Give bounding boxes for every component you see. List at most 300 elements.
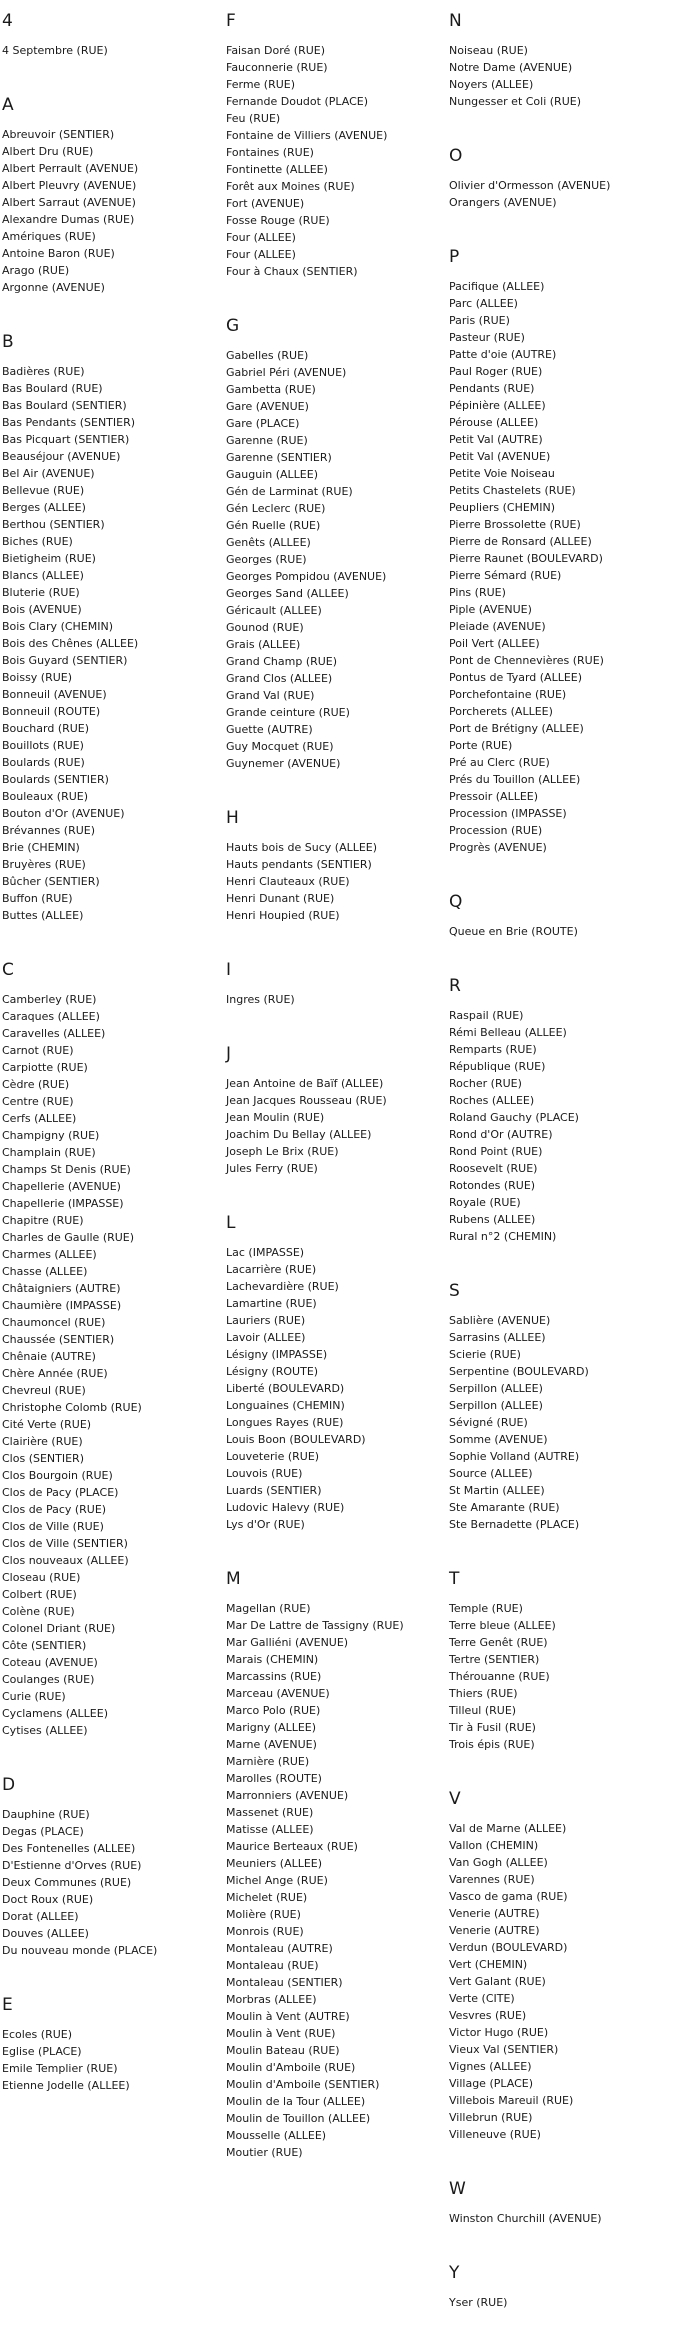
section-letter-heading: M <box>226 1569 241 1589</box>
street-entry: Clos Bourgoin (RUE) <box>2 1469 113 1482</box>
street-entry: Georges Sand (ALLEE) <box>226 587 349 600</box>
street-entry: Amériques (RUE) <box>2 230 96 243</box>
street-entry: Noyers (ALLEE) <box>449 78 534 91</box>
street-entry: Jean Moulin (RUE) <box>226 1111 325 1124</box>
street-entry: Tertre (SENTIER) <box>449 1653 540 1666</box>
street-entry: Clos de Pacy (PLACE) <box>2 1486 119 1499</box>
street-entry: Chaumière (IMPASSE) <box>2 1299 122 1312</box>
street-entry: Piple (AVENUE) <box>449 603 532 616</box>
street-entry: Poil Vert (ALLEE) <box>449 637 540 650</box>
letter-section <box>226 959 451 1008</box>
street-entry: Porte (RUE) <box>449 739 513 752</box>
street-entry: Bois Clary (CHEMIN) <box>2 620 114 633</box>
street-entry: Van Gogh (ALLEE) <box>449 1856 548 1869</box>
section-letter-heading: F <box>226 11 236 31</box>
street-entry: Moulin de Touillon (ALLEE) <box>226 2112 371 2125</box>
section-letter-heading: G <box>226 316 240 336</box>
street-entry: Tilleul (RUE) <box>449 1704 517 1717</box>
section-letter-heading: W <box>449 2179 466 2199</box>
street-entry: Louvois (RUE) <box>226 1467 303 1480</box>
street-entry: Pendants (RUE) <box>449 382 535 395</box>
street-entry: Marigny (ALLEE) <box>226 1721 317 1734</box>
street-entry: Dorat (ALLEE) <box>2 1910 79 1923</box>
street-entry: Boulards (SENTIER) <box>2 773 109 786</box>
street-entry: Cèdre (RUE) <box>2 1078 70 1091</box>
street-entry: Cytises (ALLEE) <box>2 1724 88 1737</box>
street-entry: Marnière (RUE) <box>226 1755 310 1768</box>
street-entry: Des Fontenelles (ALLEE) <box>2 1842 136 1855</box>
street-entry: Hauts bois de Sucy (ALLEE) <box>226 841 378 854</box>
street-entry: Vert Galant (RUE) <box>449 1975 546 1988</box>
street-entry: Côte (SENTIER) <box>2 1639 87 1652</box>
street-entry: Thiers (RUE) <box>449 1687 518 1700</box>
street-entry: Liberté (BOULEVARD) <box>226 1382 345 1395</box>
street-entry: Petits Chastelets (RUE) <box>449 484 576 497</box>
street-entry: Temple (RUE) <box>449 1602 523 1615</box>
street-entry: Four à Chaux (SENTIER) <box>226 265 358 278</box>
street-entry: Roches (ALLEE) <box>449 1094 535 1107</box>
street-entry: Gén Ruelle (RUE) <box>226 519 321 532</box>
street-entry: Queue en Brie (ROUTE) <box>449 925 578 938</box>
street-entry: Vieux Val (SENTIER) <box>449 2043 559 2056</box>
street-entry: Victor Hugo (RUE) <box>449 2026 549 2039</box>
street-entry: Royale (RUE) <box>449 1196 521 1209</box>
street-entry: Gounod (RUE) <box>226 621 304 634</box>
street-entry: Hauts pendants (SENTIER) <box>226 858 372 871</box>
street-entry: Fauconnerie (RUE) <box>226 61 328 74</box>
street-entry: Rond d'Or (AUTRE) <box>449 1128 553 1141</box>
letter-section <box>2 959 227 1739</box>
section-letter-heading: S <box>449 1281 460 1301</box>
street-entry: Bas Picquart (SENTIER) <box>2 433 130 446</box>
section-letter-heading: Y <box>449 2263 460 2283</box>
street-entry: Etienne Jodelle (ALLEE) <box>2 2079 130 2092</box>
street-entry: Verdun (BOULEVARD) <box>449 1941 568 1954</box>
street-entry: Pleiade (AVENUE) <box>449 620 546 633</box>
street-entry: Cité Verte (RUE) <box>2 1418 92 1431</box>
street-entry: Clos de Ville (RUE) <box>2 1520 104 1533</box>
street-entry: Parc (ALLEE) <box>449 297 518 310</box>
street-entry: Peupliers (CHEMIN) <box>449 501 556 514</box>
street-entry: Boulards (RUE) <box>2 756 85 769</box>
street-entry: Four (ALLEE) <box>226 248 296 261</box>
street-entry: Dauphine (RUE) <box>2 1808 90 1821</box>
street-entry: Henri Clauteaux (RUE) <box>226 875 350 888</box>
street-entry: Paris (RUE) <box>449 314 510 327</box>
street-entry: Chère Année (RUE) <box>2 1367 108 1380</box>
street-entry: Ste Bernadette (PLACE) <box>449 1518 580 1531</box>
street-entry: Mar Galliéni (AVENUE) <box>226 1636 349 1649</box>
street-entry: Henri Dunant (RUE) <box>226 892 335 905</box>
section-letter-heading: J <box>226 1044 232 1064</box>
street-entry: Clos de Pacy (RUE) <box>2 1503 107 1516</box>
street-entry: Clos de Ville (SENTIER) <box>2 1537 128 1550</box>
street-entry: République (RUE) <box>449 1060 546 1073</box>
section-letter-heading: T <box>449 1569 460 1589</box>
street-entry: Grande ceinture (RUE) <box>226 706 350 719</box>
letter-section <box>2 10 227 59</box>
street-entry: Guynemer (AVENUE) <box>226 757 341 770</box>
street-entry: Eglise (PLACE) <box>2 2045 82 2058</box>
street-entry: Bas Boulard (RUE) <box>2 382 103 395</box>
street-entry: Trois épis (RUE) <box>449 1738 535 1751</box>
street-entry: Brie (CHEMIN) <box>2 841 80 854</box>
letter-section <box>449 145 673 211</box>
street-entry: Michel Ange (RUE) <box>226 1874 328 1887</box>
street-entry: Sophie Volland (AUTRE) <box>449 1450 580 1463</box>
section-letter-heading: R <box>449 976 461 996</box>
street-entry: Degas (PLACE) <box>2 1825 84 1838</box>
street-entry: Grand Clos (ALLEE) <box>226 672 333 685</box>
street-entry: Rubens (ALLEE) <box>449 1213 536 1226</box>
street-entry: Gare (AVENUE) <box>226 400 309 413</box>
street-entry: Vignes (ALLEE) <box>449 2060 532 2073</box>
street-entry: Mousselle (ALLEE) <box>226 2129 327 2142</box>
street-entry: Villebois Mareuil (RUE) <box>449 2094 574 2107</box>
street-entry: Ludovic Halevy (RUE) <box>226 1501 345 1514</box>
street-entry: Christophe Colomb (RUE) <box>2 1401 142 1414</box>
street-entry: Garenne (RUE) <box>226 434 308 447</box>
section-letter-heading: N <box>449 11 462 31</box>
street-entry: Pontus de Tyard (ALLEE) <box>449 671 583 684</box>
street-entry: Jules Ferry (RUE) <box>226 1162 318 1175</box>
street-entry: Centre (RUE) <box>2 1095 74 1108</box>
street-entry: Procession (IMPASSE) <box>449 807 567 820</box>
street-entry: Albert Dru (RUE) <box>2 145 94 158</box>
street-entry: Serpillon (ALLEE) <box>449 1399 543 1412</box>
street-entry: Joachim Du Bellay (ALLEE) <box>226 1128 372 1141</box>
street-entry: Venerie (AUTRE) <box>449 1907 540 1920</box>
street-entry: Grand Val (RUE) <box>226 689 315 702</box>
letter-section <box>449 246 673 856</box>
street-entry: Lavoir (ALLEE) <box>226 1331 306 1344</box>
street-entry: Bas Pendants (SENTIER) <box>2 416 136 429</box>
street-entry: Blancs (ALLEE) <box>2 569 84 582</box>
letter-section <box>449 975 673 1245</box>
street-entry: Gabriel Péri (AVENUE) <box>226 366 347 379</box>
street-entry: Grais (ALLEE) <box>226 638 301 651</box>
street-entry: Marais (CHEMIN) <box>226 1653 319 1666</box>
street-entry: Feu (RUE) <box>226 112 281 125</box>
street-entry: Lauriers (RUE) <box>226 1314 306 1327</box>
street-entry: Bûcher (SENTIER) <box>2 875 100 888</box>
street-entry: Du nouveau monde (PLACE) <box>2 1944 158 1957</box>
street-entry: Bruyères (RUE) <box>2 858 86 871</box>
street-entry: Chevreul (RUE) <box>2 1384 86 1397</box>
street-entry: Moulin à Vent (RUE) <box>226 2027 336 2040</box>
street-entry: Pierre Raunet (BOULEVARD) <box>449 552 603 565</box>
street-entry: Gabelles (RUE) <box>226 349 309 362</box>
letter-section <box>449 1568 673 1753</box>
street-entry: Boissy (RUE) <box>2 671 73 684</box>
street-entry: Port de Brétigny (ALLEE) <box>449 722 584 735</box>
street-entry: Pérouse (ALLEE) <box>449 416 539 429</box>
street-entry: Colbert (RUE) <box>2 1588 77 1601</box>
street-entry: Ecoles (RUE) <box>2 2028 73 2041</box>
street-entry: Clos nouveaux (ALLEE) <box>2 1554 129 1567</box>
street-entry: Coulanges (RUE) <box>2 1673 95 1686</box>
letter-section <box>449 2262 673 2311</box>
street-entry: Bois (AVENUE) <box>2 603 82 616</box>
street-entry: Rotondes (RUE) <box>449 1179 536 1192</box>
street-entry: Clos (SENTIER) <box>2 1452 84 1465</box>
section-letter-heading: B <box>2 332 14 352</box>
letter-section <box>226 1043 451 1177</box>
street-entry: Noiseau (RUE) <box>449 44 528 57</box>
street-index-column <box>226 10 451 2196</box>
street-entry: Longues Rayes (RUE) <box>226 1416 344 1429</box>
street-entry: Sévigné (RUE) <box>449 1416 528 1429</box>
street-entry: Beauséjour (AVENUE) <box>2 450 121 463</box>
street-entry: Paul Roger (RUE) <box>449 365 543 378</box>
street-entry: Village (PLACE) <box>449 2077 533 2090</box>
street-entry: Fontaine de Villiers (AVENUE) <box>226 129 388 142</box>
street-entry: Fernande Doudot (PLACE) <box>226 95 369 108</box>
street-entry: Charmes (ALLEE) <box>2 1248 97 1261</box>
street-entry: Curie (RUE) <box>2 1690 66 1703</box>
street-entry: Serpentine (BOULEVARD) <box>449 1365 589 1378</box>
street-entry: Pont de Chennevières (RUE) <box>449 654 604 667</box>
section-letter-heading: A <box>2 95 14 115</box>
street-entry: Bouillots (RUE) <box>2 739 84 752</box>
street-entry: Doct Roux (RUE) <box>2 1893 94 1906</box>
street-entry: Champigny (RUE) <box>2 1129 100 1142</box>
street-entry: Clairière (RUE) <box>2 1435 83 1448</box>
street-entry: Lésigny (IMPASSE) <box>226 1348 328 1361</box>
street-entry: Chaumoncel (RUE) <box>2 1316 106 1329</box>
street-entry: Chasse (ALLEE) <box>2 1265 88 1278</box>
street-entry: Georges Pompidou (AVENUE) <box>226 570 387 583</box>
street-entry: Bouleaux (RUE) <box>2 790 89 803</box>
street-entry: Bluterie (RUE) <box>2 586 80 599</box>
street-entry: Porchefontaine (RUE) <box>449 688 567 701</box>
street-entry: Pins (RUE) <box>449 586 506 599</box>
street-entry: Champlain (RUE) <box>2 1146 96 1159</box>
street-entry: Carpiotte (RUE) <box>2 1061 88 1074</box>
street-entry: Berthou (SENTIER) <box>2 518 105 531</box>
street-entry: Yser (RUE) <box>449 2296 508 2309</box>
street-entry: Morbras (ALLEE) <box>226 1993 317 2006</box>
street-entry: Bonneuil (ROUTE) <box>2 705 101 718</box>
street-entry: Grand Champ (RUE) <box>226 655 338 668</box>
street-entry: Alexandre Dumas (RUE) <box>2 213 135 226</box>
street-entry: Venerie (AUTRE) <box>449 1924 540 1937</box>
street-entry: 4 Septembre (RUE) <box>2 44 108 57</box>
street-entry: Jean Jacques Rousseau (RUE) <box>226 1094 387 1107</box>
street-entry: Gén Leclerc (RUE) <box>226 502 326 515</box>
street-entry: Varennes (RUE) <box>449 1873 535 1886</box>
street-entry: Lachevardière (RUE) <box>226 1280 339 1293</box>
street-entry: Luards (SENTIER) <box>226 1484 322 1497</box>
street-entry: Moulin d'Amboile (RUE) <box>226 2061 356 2074</box>
street-entry: Carnot (RUE) <box>2 1044 74 1057</box>
street-entry: Ferme (RUE) <box>226 78 296 91</box>
section-letter-heading: H <box>226 808 239 828</box>
street-entry: Remparts (RUE) <box>449 1043 537 1056</box>
street-entry: Villebrun (RUE) <box>449 2111 533 2124</box>
street-entry: Longuaines (CHEMIN) <box>226 1399 345 1412</box>
street-entry: Petite Voie Noiseau <box>449 467 555 480</box>
street-entry: Roland Gauchy (PLACE) <box>449 1111 579 1124</box>
letter-section <box>226 10 451 280</box>
street-entry: Champs St Denis (RUE) <box>2 1163 131 1176</box>
street-entry: Argonne (AVENUE) <box>2 281 105 294</box>
street-entry: Val de Marne (ALLEE) <box>449 1822 567 1835</box>
street-entry: Terre Genêt (RUE) <box>449 1636 548 1649</box>
street-entry: Pépinière (ALLEE) <box>449 399 546 412</box>
street-entry: Nungesser et Coli (RUE) <box>449 95 581 108</box>
street-entry: Albert Pleuvry (AVENUE) <box>2 179 137 192</box>
letter-section <box>449 1788 673 2143</box>
street-entry: Montaleau (RUE) <box>226 1959 319 1972</box>
street-entry: Emile Templier (RUE) <box>2 2062 118 2075</box>
street-entry: Monrois (RUE) <box>226 1925 304 1938</box>
street-entry: Marolles (ROUTE) <box>226 1772 322 1785</box>
street-entry: D'Estienne d'Orves (RUE) <box>2 1859 142 1872</box>
street-entry: Pré au Clerc (RUE) <box>449 756 550 769</box>
street-entry: Marceau (AVENUE) <box>226 1687 330 1700</box>
street-entry: Forêt aux Moines (RUE) <box>226 180 355 193</box>
street-entry: Bois Guyard (SENTIER) <box>2 654 128 667</box>
street-entry: Lac (IMPASSE) <box>226 1246 305 1259</box>
street-entry: St Martin (ALLEE) <box>449 1484 545 1497</box>
street-entry: Petit Val (AVENUE) <box>449 450 551 463</box>
street-entry: Vallon (CHEMIN) <box>449 1839 539 1852</box>
street-entry: Michelet (RUE) <box>226 1891 308 1904</box>
street-entry: Pierre Sémard (RUE) <box>449 569 562 582</box>
street-entry: Sarrasins (ALLEE) <box>449 1331 546 1344</box>
street-entry: Sablière (AVENUE) <box>449 1314 551 1327</box>
street-entry: Pierre de Ronsard (ALLEE) <box>449 535 592 548</box>
street-entry: Moulin d'Amboile (SENTIER) <box>226 2078 380 2091</box>
street-entry: Moulin à Vent (AUTRE) <box>226 2010 350 2023</box>
street-entry: Garenne (SENTIER) <box>226 451 332 464</box>
street-entry: Maurice Berteaux (RUE) <box>226 1840 358 1853</box>
street-entry: Buttes (ALLEE) <box>2 909 84 922</box>
street-entry: Cyclamens (ALLEE) <box>2 1707 108 1720</box>
street-entry: Brévannes (RUE) <box>2 824 96 837</box>
section-letter-heading: V <box>449 1789 461 1809</box>
street-entry: Pasteur (RUE) <box>449 331 525 344</box>
street-entry: Pressoir (ALLEE) <box>449 790 539 803</box>
letter-section <box>226 807 451 924</box>
street-entry: Louveterie (RUE) <box>226 1450 320 1463</box>
street-entry: Roosevelt (RUE) <box>449 1162 538 1175</box>
letter-section <box>2 1774 227 1959</box>
street-entry: Biches (RUE) <box>2 535 73 548</box>
street-entry: Marne (AVENUE) <box>226 1738 317 1751</box>
street-entry: Rural n°2 (CHEMIN) <box>449 1230 557 1243</box>
street-entry: Fontaines (RUE) <box>226 146 314 159</box>
street-entry: Raspail (RUE) <box>449 1009 524 1022</box>
street-entry: Progrès (AVENUE) <box>449 841 547 854</box>
street-entry: Meuniers (ALLEE) <box>226 1857 323 1870</box>
street-entry: Olivier d'Ormesson (AVENUE) <box>449 179 611 192</box>
street-entry: Abreuvoir (SENTIER) <box>2 128 115 141</box>
street-entry: Chaussée (SENTIER) <box>2 1333 115 1346</box>
street-entry: Colène (RUE) <box>2 1605 75 1618</box>
street-entry: Chapellerie (IMPASSE) <box>2 1197 124 1210</box>
street-entry: Chênaie (AUTRE) <box>2 1350 96 1363</box>
street-entry: Caravelles (ALLEE) <box>2 1027 106 1040</box>
street-entry: Genêts (ALLEE) <box>226 536 311 549</box>
street-entry: Moulin de la Tour (ALLEE) <box>226 2095 366 2108</box>
section-letter-heading: L <box>226 1213 236 1233</box>
street-entry: Rond Point (RUE) <box>449 1145 543 1158</box>
street-entry: Bel Air (AVENUE) <box>2 467 95 480</box>
letter-section <box>2 1994 227 2094</box>
street-entry: Marco Polo (RUE) <box>226 1704 321 1717</box>
street-entry: Matisse (ALLEE) <box>226 1823 314 1836</box>
street-entry: Badières (RUE) <box>2 365 85 378</box>
street-entry: Pacifique (ALLEE) <box>449 280 545 293</box>
street-entry: Bois des Chênes (ALLEE) <box>2 637 139 650</box>
street-entry: Porcherets (ALLEE) <box>449 705 553 718</box>
street-entry: Terre bleue (ALLEE) <box>449 1619 556 1632</box>
section-letter-heading: D <box>2 1775 16 1795</box>
street-entry: Bietigheim (RUE) <box>2 552 96 565</box>
street-entry: Fosse Rouge (RUE) <box>226 214 330 227</box>
street-entry: Rémi Belleau (ALLEE) <box>449 1026 567 1039</box>
street-entry: Closeau (RUE) <box>2 1571 81 1584</box>
street-entry: Bas Boulard (SENTIER) <box>2 399 127 412</box>
street-entry: Lacarrière (RUE) <box>226 1263 317 1276</box>
street-entry: Géricault (ALLEE) <box>226 604 322 617</box>
street-entry: Petit Val (AUTRE) <box>449 433 543 446</box>
street-entry: Georges (RUE) <box>226 553 307 566</box>
street-entry: Prés du Touillon (ALLEE) <box>449 773 581 786</box>
street-entry: Lamartine (RUE) <box>226 1297 317 1310</box>
street-entry: Fort (AVENUE) <box>226 197 305 210</box>
street-entry: Ingres (RUE) <box>226 993 295 1006</box>
street-entry: Fontinette (ALLEE) <box>226 163 328 176</box>
street-entry: Four (ALLEE) <box>226 231 296 244</box>
letter-section <box>226 315 451 772</box>
street-entry: Gare (PLACE) <box>226 417 300 430</box>
street-entry: Louis Boon (BOULEVARD) <box>226 1433 366 1446</box>
street-entry: Bouton d'Or (AVENUE) <box>2 807 125 820</box>
letter-section <box>2 331 227 924</box>
street-entry: Scierie (RUE) <box>449 1348 521 1361</box>
letter-section <box>449 1280 673 1533</box>
street-entry: Villeneuve (RUE) <box>449 2128 541 2141</box>
street-entry: Lys d'Or (RUE) <box>226 1518 305 1531</box>
street-entry: Magellan (RUE) <box>226 1602 311 1615</box>
street-entry: Winston Churchill (AVENUE) <box>449 2212 602 2225</box>
street-entry: Gambetta (RUE) <box>226 383 316 396</box>
section-letter-heading: O <box>449 146 463 166</box>
section-letter-heading: P <box>449 247 460 267</box>
street-entry: Thérouanne (RUE) <box>449 1670 550 1683</box>
street-entry: Mar De Lattre de Tassigny (RUE) <box>226 1619 404 1632</box>
street-entry: Serpillon (ALLEE) <box>449 1382 543 1395</box>
street-entry: Gén de Larminat (RUE) <box>226 485 353 498</box>
street-entry: Gauguin (ALLEE) <box>226 468 318 481</box>
street-entry: Montaleau (SENTIER) <box>226 1976 343 1989</box>
street-entry: Orangers (AVENUE) <box>449 196 557 209</box>
street-entry: Vert (CHEMIN) <box>449 1958 528 1971</box>
letter-section <box>449 2178 673 2227</box>
letter-section <box>226 1568 451 2161</box>
street-entry: Notre Dame (AVENUE) <box>449 61 573 74</box>
street-entry: Tir à Fusil (RUE) <box>449 1721 536 1734</box>
street-entry: Camberley (RUE) <box>2 993 97 1006</box>
street-entry: Moutier (RUE) <box>226 2146 303 2159</box>
street-entry: Albert Sarraut (AVENUE) <box>2 196 136 209</box>
street-entry: Cerfs (ALLEE) <box>2 1112 77 1125</box>
section-letter-heading: C <box>2 960 14 980</box>
street-entry: Guette (AUTRE) <box>226 723 313 736</box>
